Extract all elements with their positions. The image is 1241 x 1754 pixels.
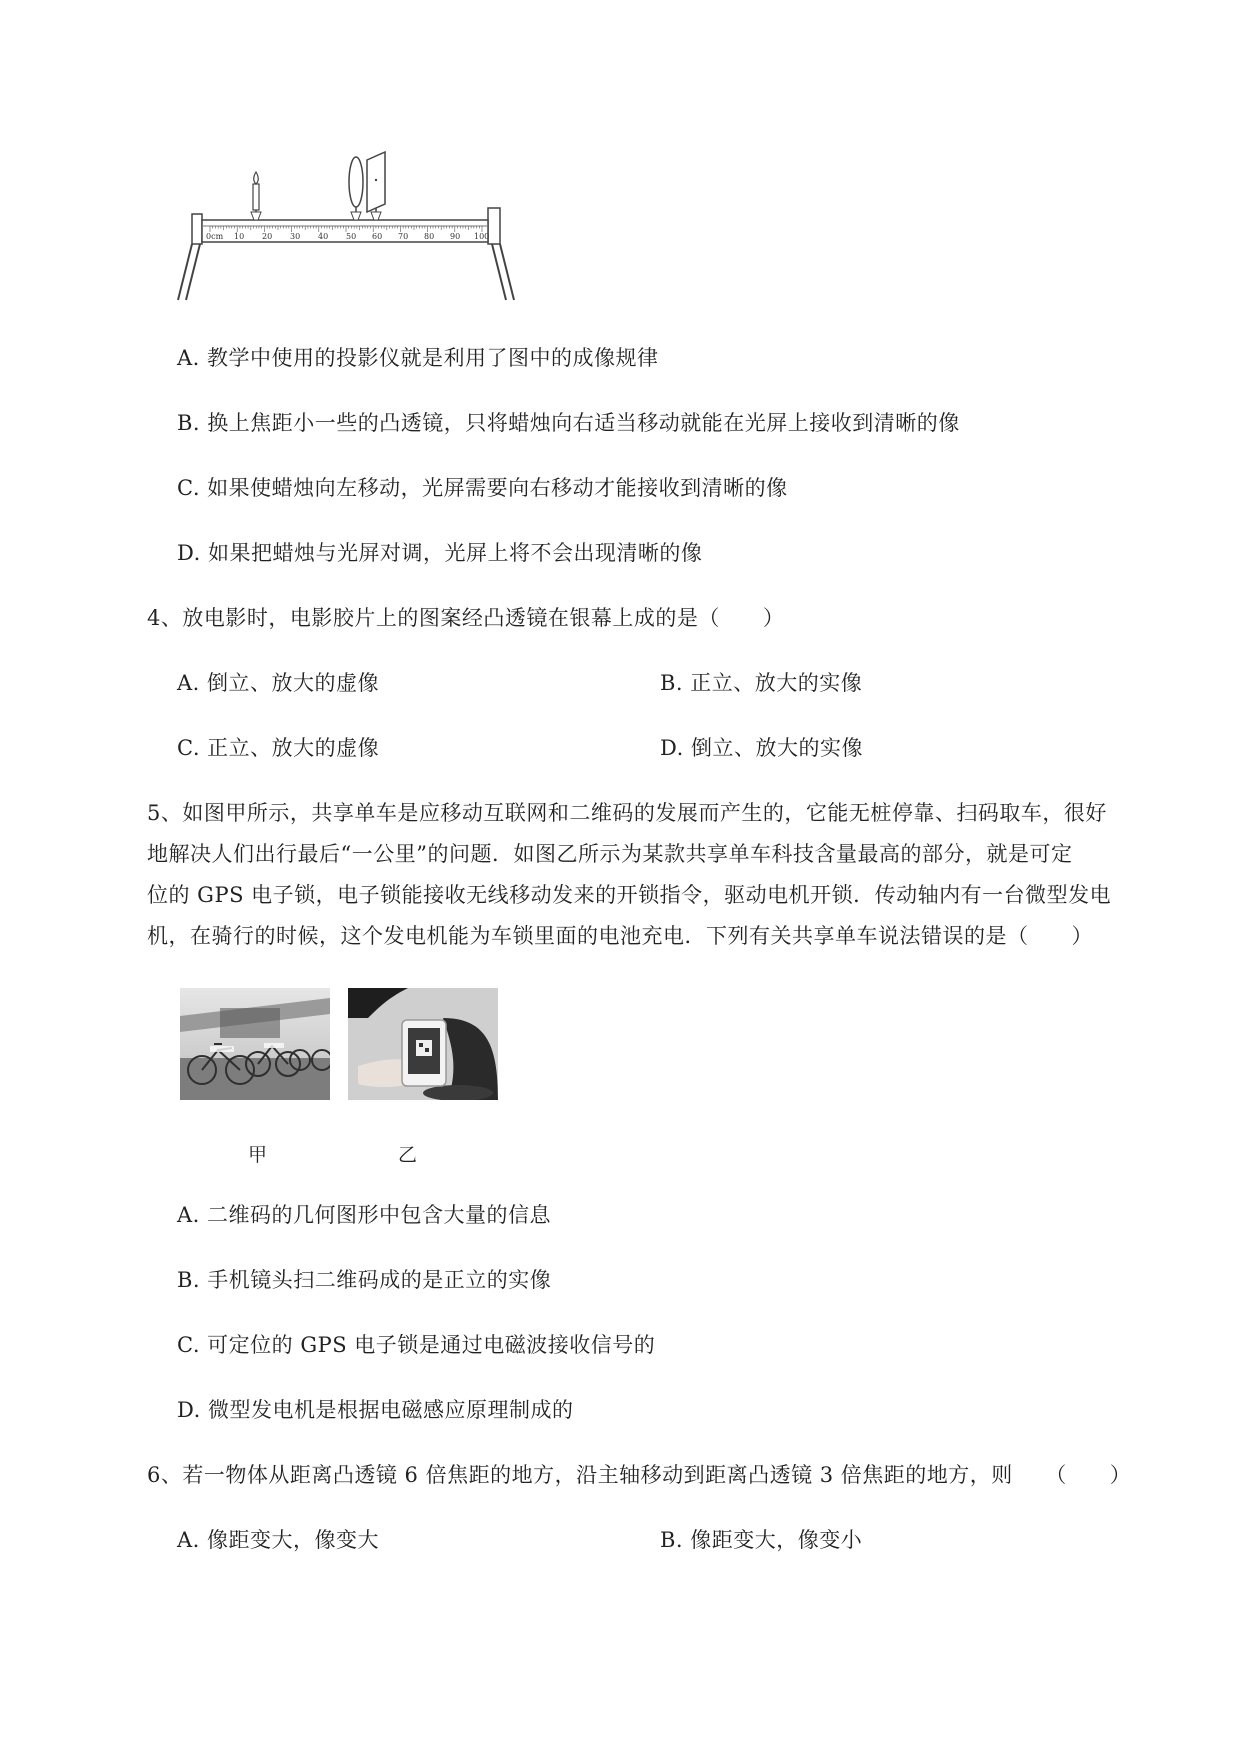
scale-label: 20 xyxy=(262,232,273,241)
q6-stem: 6、若一物体从距离凸透镜 6 倍焦距的地方，沿主轴移动到距离凸透镜 3 倍焦距的地方，则 （ ） xyxy=(147,1463,1132,1487)
q4-option-a: A. 倒立、放大的虚像 xyxy=(177,671,380,695)
scale-label: 60 xyxy=(372,232,383,241)
convex-lens xyxy=(349,157,363,220)
q5-stem-line: 地解决人们出行最后“一公里”的问题．如图乙所示为某款共享单车科技含量最高的部分，就是可定 xyxy=(147,842,1073,866)
q5-option-d: D. 微型发电机是根据电磁感应原理制成的 xyxy=(177,1398,574,1422)
bench-right-end xyxy=(488,208,500,244)
scale-label: 50 xyxy=(346,232,357,241)
q3-option-c: C. 如果使蜡烛向左移动，光屏需要向右移动才能接收到清晰的像 xyxy=(177,476,788,500)
caption-yi: 乙 xyxy=(398,1144,418,1166)
bench-right-leg xyxy=(492,244,506,300)
q4-stem: 4、放电影时，电影胶片上的图案经凸透镜在银幕上成的是（ ） xyxy=(147,606,785,630)
scale-label: 90 xyxy=(450,232,461,241)
q5-option-c: C. 可定位的 GPS 电子锁是通过电磁波接收信号的 xyxy=(177,1333,656,1357)
q5-option-a: A. 二维码的几何图形中包含大量的信息 xyxy=(177,1203,552,1227)
bench-left-leg-back xyxy=(186,244,200,300)
q5-option-b: B. 手机镜头扫二维码成的是正立的实像 xyxy=(177,1268,552,1292)
scale-label: 80 xyxy=(424,232,435,241)
bench-rail xyxy=(202,220,488,242)
q6-option-a: A. 像距变大，像变大 xyxy=(177,1528,380,1552)
bench-left-end xyxy=(192,214,202,244)
q4-option-b: B. 正立、放大的实像 xyxy=(660,671,863,695)
q3-option-a: A. 教学中使用的投影仪就是利用了图中的成像规律 xyxy=(177,346,659,370)
caption-jia: 甲 xyxy=(248,1144,268,1166)
candle xyxy=(251,172,261,220)
bench-left-leg xyxy=(178,244,192,300)
scale-label: 100 xyxy=(474,232,490,241)
phone-scan-photo xyxy=(348,988,498,1100)
scale-label: 0cm xyxy=(206,232,224,241)
scale-label: 30 xyxy=(290,232,301,241)
q5-stem-line: 位的 GPS 电子锁，电子锁能接收无线移动发来的开锁指令，驱动电机开锁．传动轴内有一台微型发电 xyxy=(147,883,1112,907)
q5-stem-line: 机，在骑行的时候，这个发电机能为车锁里面的电池充电．下列有关共享单车说法错误的是（ ） xyxy=(147,924,1093,948)
q4-option-d: D. 倒立、放大的实像 xyxy=(660,736,863,760)
scale-label: 70 xyxy=(398,232,409,241)
q6-option-b: B. 像距变大，像变小 xyxy=(660,1528,863,1552)
bench-right-leg-back xyxy=(500,244,514,300)
scale-label: 40 xyxy=(318,232,329,241)
q5-stem-line: 5、如图甲所示，共享单车是应移动互联网和二维码的发展而产生的，它能无桩停靠、扫码取车，很好 xyxy=(147,801,1107,825)
q4-option-c: C. 正立、放大的虚像 xyxy=(177,736,380,760)
shared-bikes-photo xyxy=(180,988,330,1100)
optical-bench-figure xyxy=(170,150,530,310)
scale-label: 10 xyxy=(234,232,245,241)
q3-option-d: D. 如果把蜡烛与光屏对调，光屏上将不会出现清晰的像 xyxy=(177,541,703,565)
q3-option-b: B. 换上焦距小一些的凸透镜，只将蜡烛向右适当移动就能在光屏上接收到清晰的像 xyxy=(177,411,960,435)
light-screen xyxy=(367,152,385,220)
